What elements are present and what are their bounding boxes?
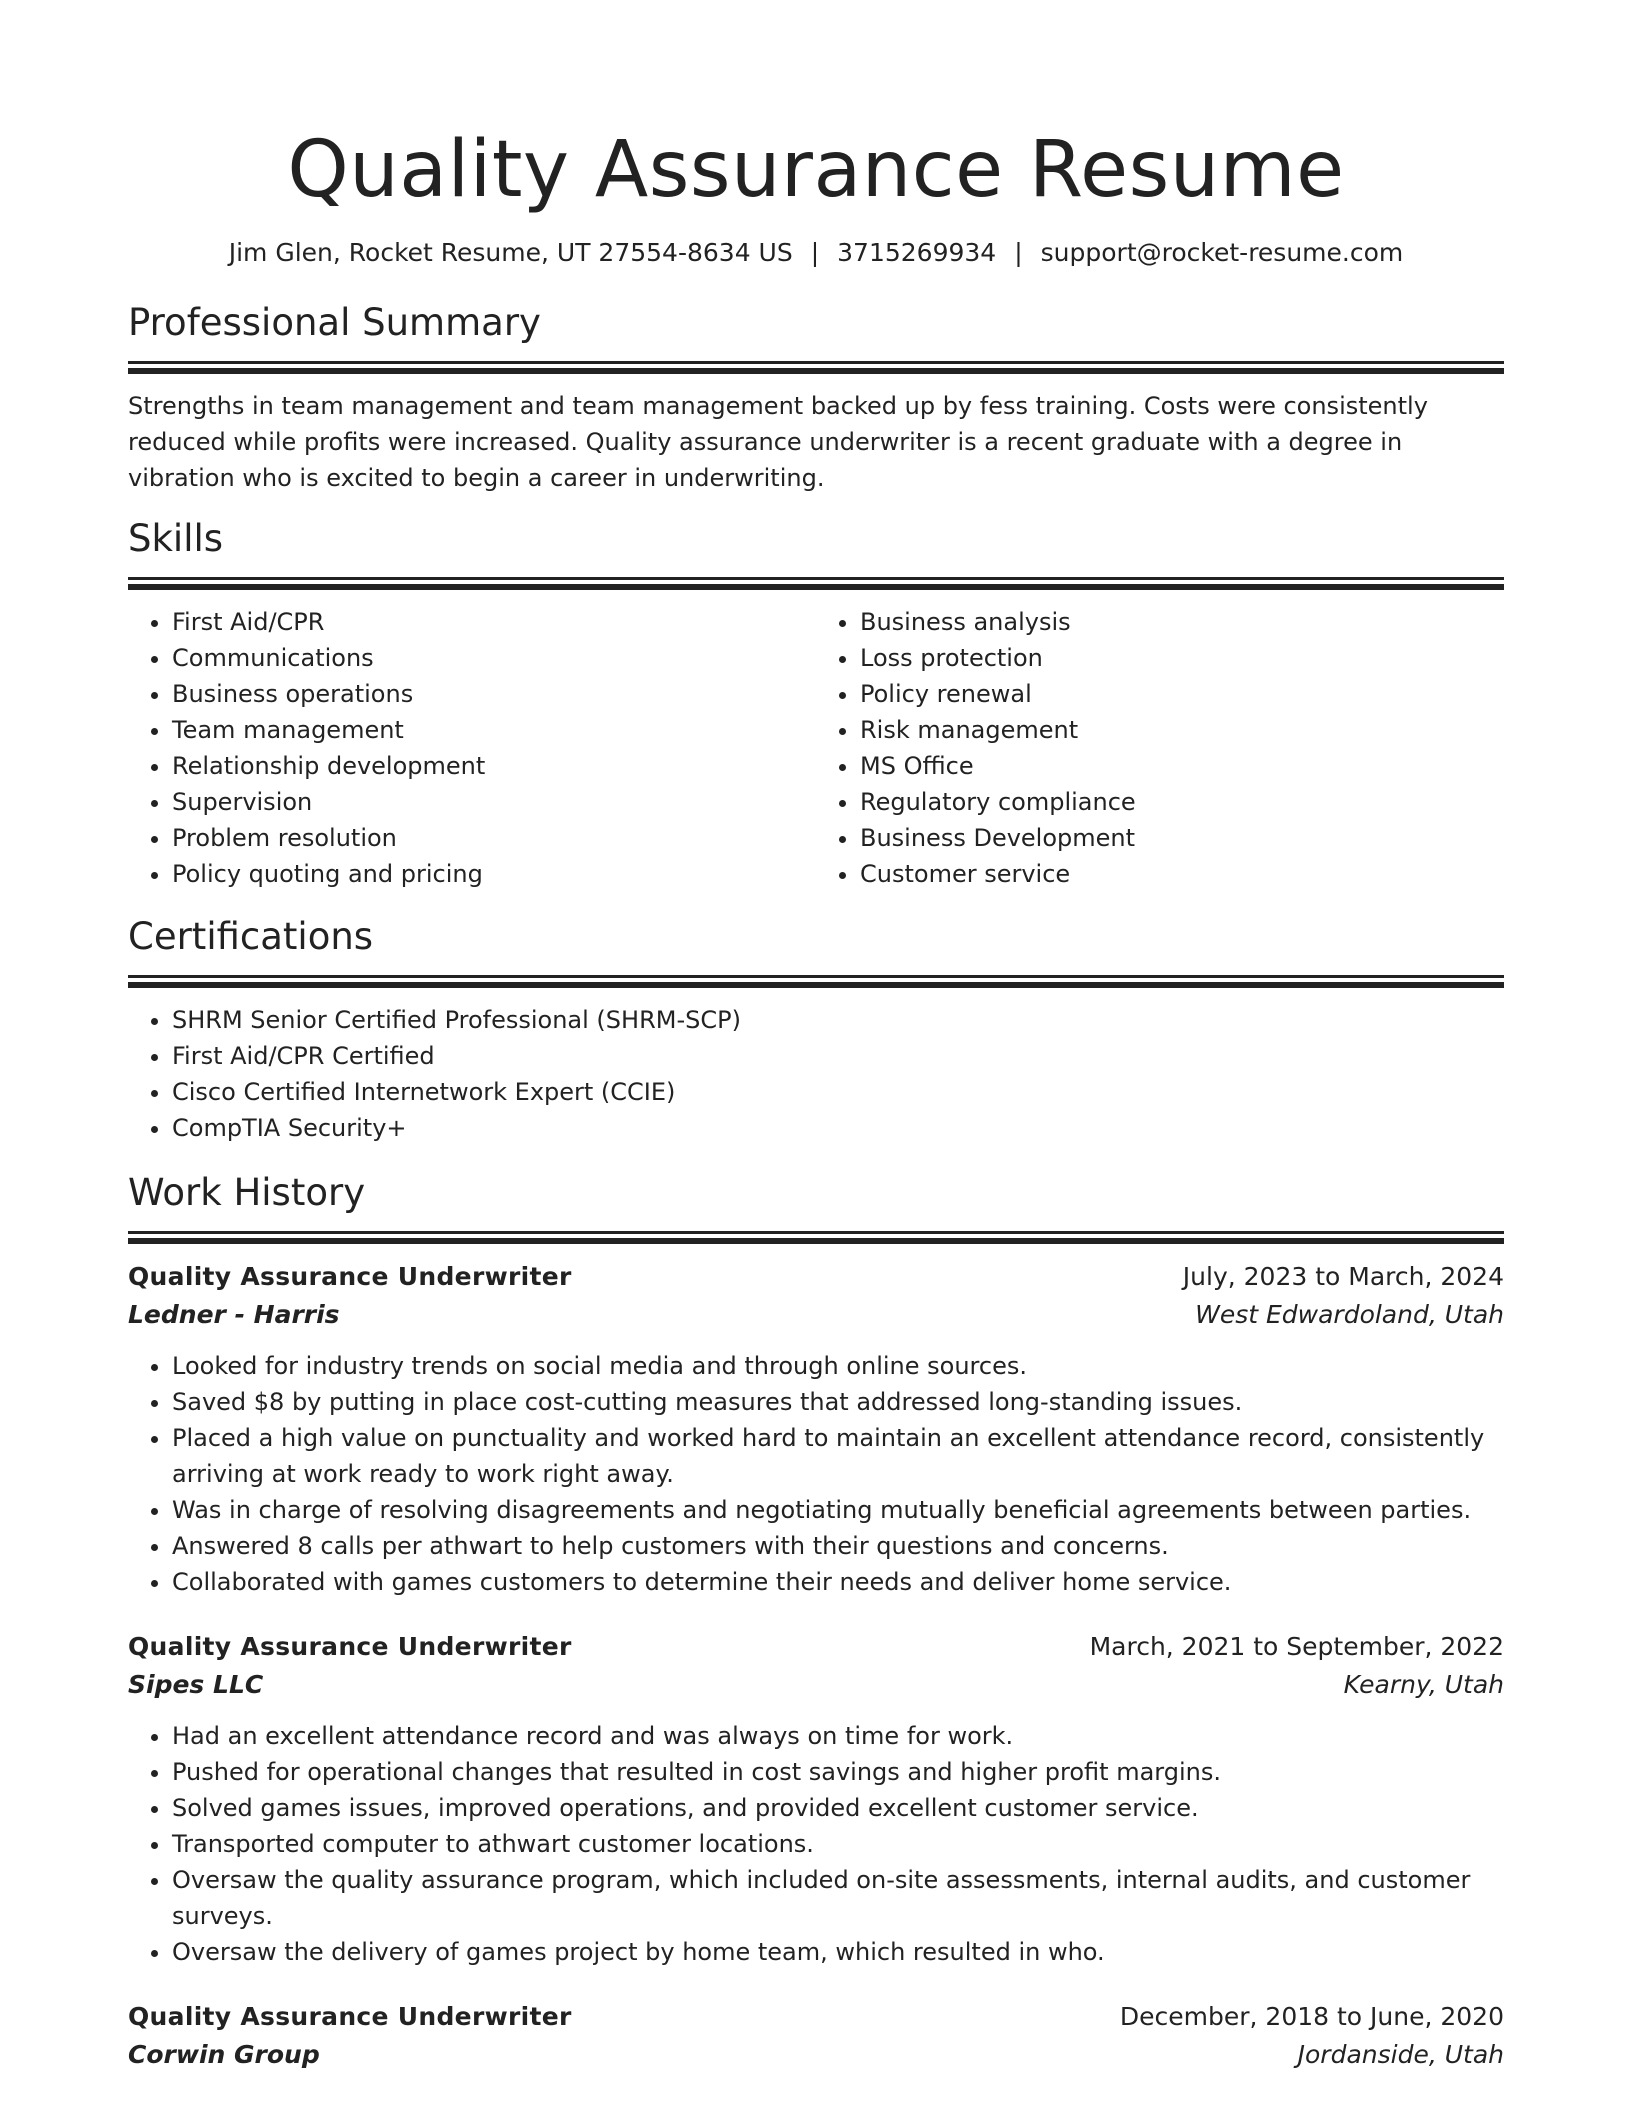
job-bullets [128,1348,1504,1600]
skill-item: • Policy quoting and pricing [172,856,816,892]
skill-item: • Problem resolution [172,820,816,856]
skills-list-right [816,604,1504,892]
skill-item: • Business analysis [860,604,1504,640]
job-bullet: • Pushed for operational changes that resulted in cost savings and higher profit margins. [172,1754,1504,1790]
job-bullet: • Was in charge of resolving disagreements and negotiating mutually beneficial agreements between parties. [172,1492,1504,1528]
certifications-list [128,1002,1504,1146]
skill-item: • Supervision [172,784,816,820]
skill-item: • MS Office [860,748,1504,784]
skill-item: • Policy renewal [860,676,1504,712]
skill-item: • Communications [172,640,816,676]
job-header [128,1258,1504,1296]
job-bullet: • Transported computer to athwart customer locations. [172,1826,1504,1862]
job-subheader [128,1296,1504,1334]
job-bullet: • Looked for industry trends on social media and through online sources. [172,1348,1504,1384]
skills-section [128,514,1504,892]
contact-address: Jim Glen, Rocket Resume, UT 27554-8634 US [228,238,793,267]
job-bullet: • Saved $8 by putting in place cost-cutting measures that addressed long-standing issues. [172,1384,1504,1420]
contact-phone: 3715269934 [837,238,997,267]
certifications-heading: Certifications [128,915,374,958]
contact-separator: | [1014,238,1023,267]
work-history-section [128,1168,1504,2074]
job-company: Ledner - Harris [128,1300,340,1329]
job-location: Kearny, Utah [1343,1670,1504,1699]
job-dates: December, 2018 to June, 2020 [1119,2002,1504,2031]
work-history-heading: Work History [128,1171,366,1214]
skill-item: • First Aid/CPR [172,604,816,640]
resume-title: Quality Assurance Resume [287,125,1345,215]
job-bullet: • Collaborated with games customers to determine their needs and deliver home service. [172,1564,1504,1600]
certification-item: • Cisco Certified Internetwork Expert (CCIE) [172,1074,1504,1110]
skill-item: • Business operations [172,676,816,712]
certification-item: • SHRM Senior Certified Professional (SHRM-SCP) [172,1002,1504,1038]
job-title: Quality Assurance Underwriter [128,1632,572,1661]
certification-item: • CompTIA Security+ [172,1110,1504,1146]
contact-separator: | [810,238,820,267]
job-bullet: • Answered 8 calls per athwart to help customers with their questions and concerns. [172,1528,1504,1564]
job-entry [128,1628,1504,1970]
skill-item: • Loss protection [860,640,1504,676]
section-divider-thick [128,584,1504,590]
summary-section [128,298,1504,496]
job-bullet: • Oversaw the quality assurance program, which included on-site assessments, internal audits, and customer surveys. [172,1862,1504,1934]
skills-heading: Skills [128,517,224,560]
job-title: Quality Assurance Underwriter [128,2002,572,2031]
skills-list-left [128,604,816,892]
job-header [128,1998,1504,2036]
skill-item: • Risk management [860,712,1504,748]
certifications-section [128,912,1504,1146]
skill-item: • Team management [172,712,816,748]
job-dates: March, 2021 to September, 2022 [1089,1632,1504,1661]
section-divider-thick [128,982,1504,988]
section-divider [128,361,1504,364]
job-location: Jordanside, Utah [1297,2040,1504,2069]
job-bullet: • Had an excellent attendance record and was always on time for work. [172,1718,1504,1754]
job-bullet: • Solved games issues, improved operations, and provided excellent customer service. [172,1790,1504,1826]
contact-email: support@rocket-resume.com [1040,238,1404,267]
section-divider [128,577,1504,580]
skill-item: • Customer service [860,856,1504,892]
job-location: West Edwardoland, Utah [1195,1300,1504,1329]
job-company: Corwin Group [128,2040,320,2069]
job-title: Quality Assurance Underwriter [128,1262,572,1291]
contact-line [128,236,1504,270]
section-divider-thick [128,1238,1504,1244]
job-bullets [128,1718,1504,1970]
job-bullet: • Placed a high value on punctuality and worked hard to maintain an excellent attendance record, consistently arriving at work ready to work right away. [172,1420,1504,1492]
job-entry [128,1998,1504,2074]
job-bullet: • Oversaw the delivery of games project by home team, which resulted in who. [172,1934,1504,1970]
skill-item: • Regulatory compliance [860,784,1504,820]
section-divider-thick [128,368,1504,374]
skill-item: • Business Development [860,820,1504,856]
job-company: Sipes LLC [128,1670,264,1699]
summary-text: Strengths in team management and team management backed up by fess training. Costs were consistently reduced while profits were increased. Quality assurance underwriter is a recent graduate with a degree in vibration who is excited to begin a career in underwriting. [128,392,1428,492]
job-dates: July, 2023 to March, 2024 [1182,1262,1504,1291]
job-subheader [128,2036,1504,2074]
job-entry [128,1258,1504,1600]
summary-heading: Professional Summary [128,301,541,344]
skill-item: • Relationship development [172,748,816,784]
skills-columns [128,604,1504,892]
job-header [128,1628,1504,1666]
job-subheader [128,1666,1504,1704]
certification-item: • First Aid/CPR Certified [172,1038,1504,1074]
section-divider [128,975,1504,978]
section-divider [128,1231,1504,1234]
